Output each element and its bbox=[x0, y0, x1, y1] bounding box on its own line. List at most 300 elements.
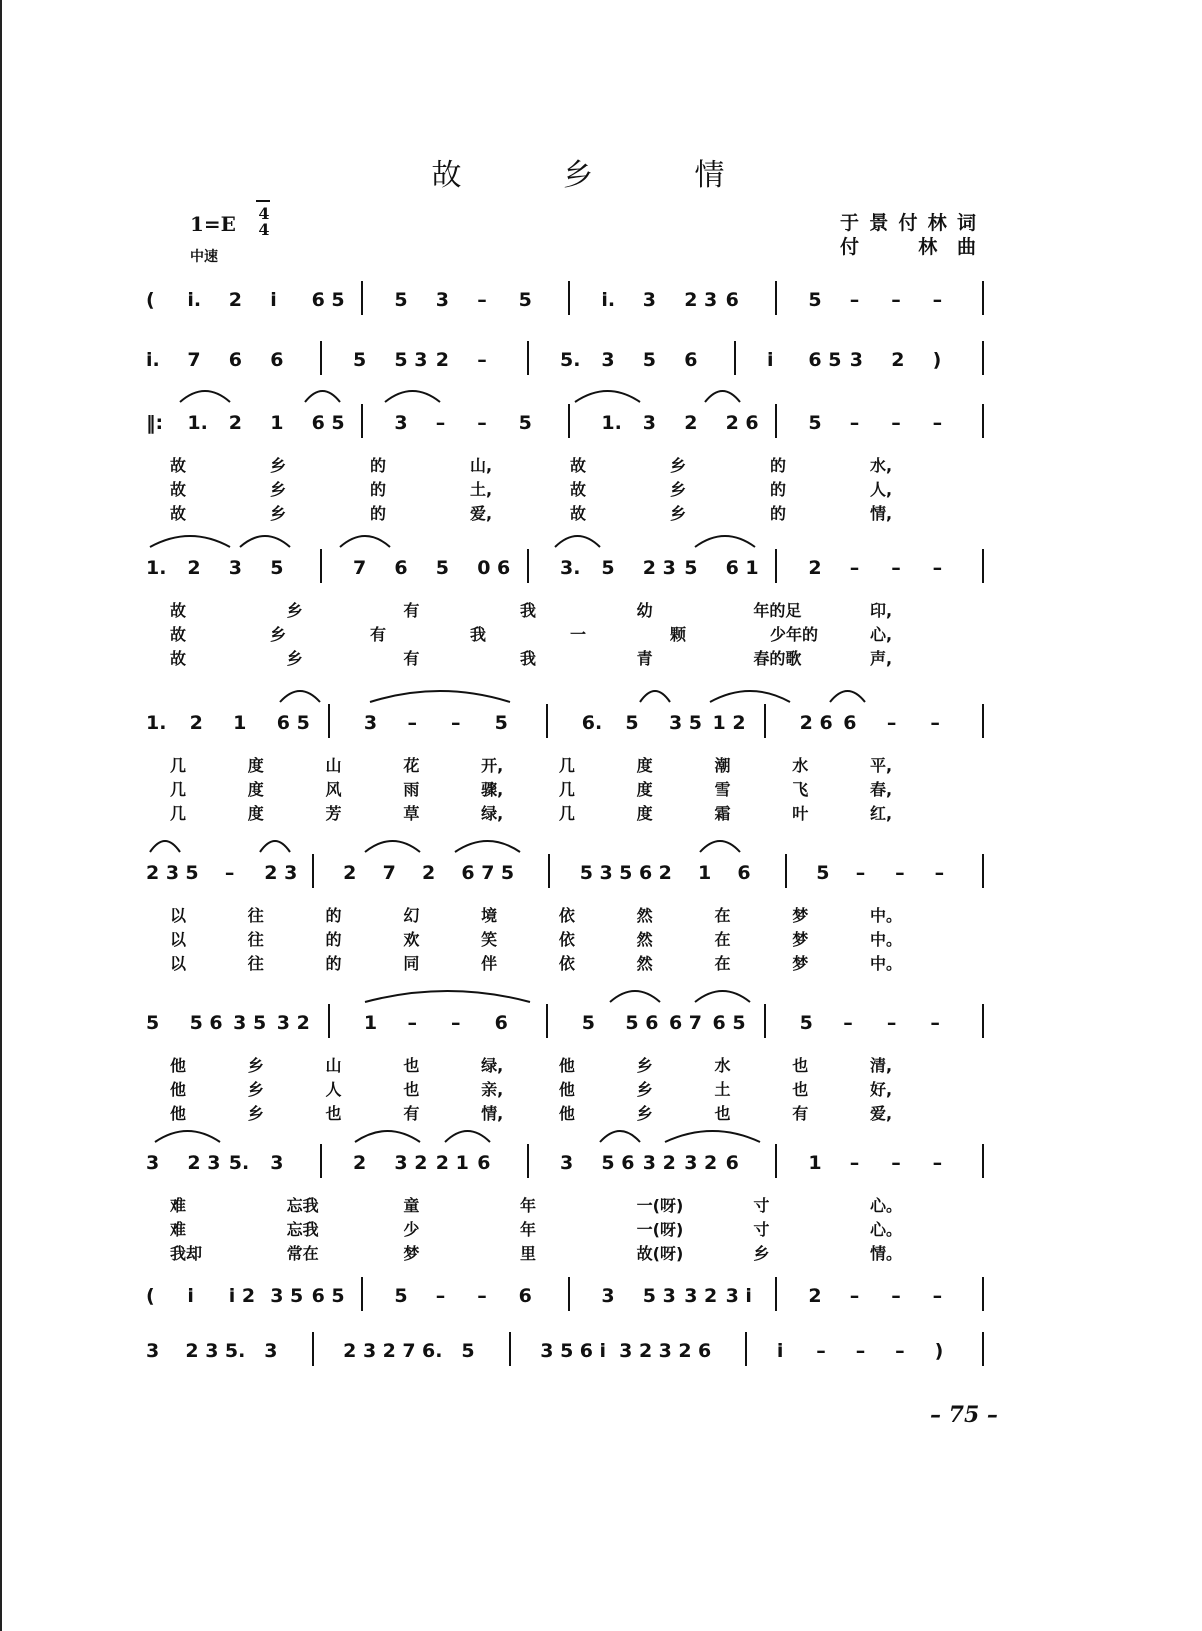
slur-arc bbox=[445, 1131, 490, 1142]
lyric-syllable: 平, bbox=[870, 756, 893, 775]
lyric-syllable: 乡 bbox=[286, 601, 303, 620]
note: 2 bbox=[891, 349, 905, 371]
note: – bbox=[932, 557, 943, 579]
lyric-line-3 bbox=[0, 952, 1202, 978]
lyric-line-3 bbox=[0, 1102, 1202, 1128]
lyric-syllable: 度 bbox=[636, 804, 653, 823]
lyric-syllable: 故 bbox=[170, 625, 187, 644]
note: 1. bbox=[601, 412, 622, 434]
lyric-syllable: 几 bbox=[170, 780, 187, 799]
lyric-syllable: 以 bbox=[170, 930, 187, 949]
lyric-syllable: 在 bbox=[714, 906, 731, 925]
lyric-syllable: 的 bbox=[325, 954, 342, 973]
lyric-syllable: 年 bbox=[520, 1220, 537, 1239]
lyric-syllable: 度 bbox=[247, 804, 264, 823]
note: i bbox=[767, 349, 774, 371]
lyric-syllable: 开, bbox=[481, 756, 504, 775]
note: 3 bbox=[642, 412, 657, 434]
lyric-line-1 bbox=[0, 904, 1202, 930]
lyric-syllable: 乡 bbox=[270, 456, 287, 475]
note: – bbox=[477, 289, 487, 311]
lyric-syllable: 也 bbox=[792, 1056, 809, 1075]
note: 5 bbox=[808, 412, 822, 434]
note: 2 3 bbox=[642, 557, 676, 579]
lyric-syllable: 颗 bbox=[670, 625, 687, 644]
note: 3 bbox=[146, 1152, 160, 1174]
bar-line bbox=[982, 1144, 984, 1178]
lyric-syllable: 清, bbox=[870, 1056, 893, 1075]
note: 5 bbox=[642, 349, 657, 371]
note: 6 5 bbox=[712, 1012, 746, 1034]
note: 6 5 bbox=[808, 349, 842, 371]
bar-line bbox=[509, 1332, 511, 1366]
lyric-syllable: 春的歌 bbox=[753, 649, 802, 668]
lyric-syllable: 的 bbox=[370, 504, 387, 523]
lyric-syllable: 声, bbox=[870, 649, 893, 668]
note: – bbox=[477, 1285, 487, 1307]
note: – bbox=[886, 1012, 897, 1034]
lyric-syllable: 乡 bbox=[670, 480, 687, 499]
note: 3 bbox=[849, 349, 864, 371]
note: 2 bbox=[189, 712, 203, 734]
note: – bbox=[435, 412, 446, 434]
note: 6 7 bbox=[668, 1012, 702, 1034]
lyric-syllable: 情。 bbox=[870, 1244, 903, 1263]
credit-char: 词 bbox=[956, 212, 976, 234]
lyric-syllable: 几 bbox=[170, 804, 187, 823]
note: – bbox=[891, 1152, 901, 1174]
note: 5 bbox=[394, 1285, 408, 1307]
lyric-syllable: 欢 bbox=[403, 930, 420, 949]
note: 6 bbox=[270, 349, 284, 371]
lyric-syllable: 也 bbox=[325, 1104, 342, 1123]
lyric-syllable: 芳 bbox=[325, 804, 342, 823]
lyric-syllable: 也 bbox=[403, 1056, 420, 1075]
lyric-syllable: 故 bbox=[170, 601, 187, 620]
slur-arc bbox=[695, 991, 750, 1002]
note: – bbox=[477, 349, 487, 371]
lyric-syllable: 故(呀) bbox=[636, 1244, 684, 1263]
lyric-line-2 bbox=[0, 778, 1202, 804]
note: 2 7 bbox=[382, 1340, 416, 1362]
lyric-syllable: 潮 bbox=[714, 756, 731, 775]
bar-line bbox=[527, 549, 529, 583]
lyric-syllable: 度 bbox=[247, 780, 264, 799]
slur-arc bbox=[150, 536, 230, 547]
lyric-syllable: 在 bbox=[714, 930, 731, 949]
note: 3 2 bbox=[276, 1012, 310, 1034]
note: 6 bbox=[228, 349, 243, 371]
credit-char: 曲 bbox=[956, 236, 976, 258]
note: – bbox=[407, 712, 417, 734]
note: 3 5 bbox=[668, 712, 702, 734]
bar-line bbox=[548, 854, 550, 888]
note: 5 bbox=[500, 862, 515, 884]
lyric-syllable: 故 bbox=[170, 456, 187, 475]
note: 2 bbox=[808, 1285, 822, 1307]
lyric-syllable: 一(呀) bbox=[636, 1220, 684, 1239]
lyric-syllable: 我 bbox=[520, 649, 537, 668]
note: – bbox=[849, 1285, 860, 1307]
lyric-syllable: 故 bbox=[570, 456, 587, 475]
note: 5 3 bbox=[394, 349, 428, 371]
bar-line bbox=[320, 549, 322, 583]
lyric-syllable: 山 bbox=[325, 756, 342, 775]
lyric-line-3 bbox=[0, 802, 1202, 828]
lyric-syllable: 心, bbox=[870, 625, 893, 644]
lyric-syllable: 心。 bbox=[870, 1196, 903, 1215]
lyric-syllable: 几 bbox=[558, 780, 575, 799]
note: 5 bbox=[270, 557, 284, 579]
note: 2 bbox=[343, 862, 357, 884]
note: 7 bbox=[187, 349, 201, 371]
lyric-syllable: 爱, bbox=[870, 1104, 893, 1123]
lyric-syllable: 依 bbox=[558, 906, 575, 925]
lyric-syllable: 然 bbox=[636, 930, 653, 949]
lyric-line-3 bbox=[0, 647, 1202, 673]
lyric-syllable: 幻 bbox=[403, 906, 420, 925]
note: – bbox=[934, 862, 945, 884]
lyric-syllable: 往 bbox=[247, 906, 264, 925]
lyric-syllable: 的 bbox=[325, 906, 342, 925]
credit-char: 付 bbox=[840, 236, 860, 258]
credit-char: 林 bbox=[927, 212, 947, 234]
note: i. bbox=[146, 349, 160, 371]
note: – bbox=[932, 1285, 943, 1307]
lyric-syllable: 幼 bbox=[636, 601, 653, 620]
lyric-syllable: 往 bbox=[247, 954, 264, 973]
note: – bbox=[849, 289, 860, 311]
note: 3 i bbox=[725, 1285, 752, 1307]
song-title: 故 乡 情 bbox=[431, 158, 771, 193]
lyric-syllable: 乡 bbox=[286, 649, 303, 668]
credit-char: 林 bbox=[918, 236, 938, 258]
note: 5 bbox=[808, 289, 822, 311]
lyric-syllable: 他 bbox=[170, 1104, 187, 1123]
note: 5 bbox=[353, 349, 367, 371]
lyric-syllable: 花 bbox=[403, 756, 420, 775]
slur-arc bbox=[610, 991, 660, 1002]
lyric-syllable: 以 bbox=[170, 906, 187, 925]
bar-line bbox=[320, 1144, 322, 1178]
note: – bbox=[224, 862, 235, 884]
lyric-syllable: 的 bbox=[770, 480, 787, 499]
page-number: – 75 – bbox=[930, 1402, 998, 1428]
lyric-syllable: 人, bbox=[870, 480, 893, 499]
bar-line bbox=[320, 341, 322, 375]
note: – bbox=[886, 712, 897, 734]
note: – bbox=[932, 289, 943, 311]
lyric-syllable: 也 bbox=[403, 1080, 420, 1099]
note: 5 bbox=[146, 1012, 160, 1034]
slur-arc bbox=[340, 536, 390, 547]
note: 5 bbox=[799, 1012, 813, 1034]
lyric-syllable: 好, bbox=[870, 1080, 893, 1099]
note: 3 5 bbox=[233, 1012, 267, 1034]
bar-line bbox=[328, 1004, 330, 1038]
lyric-syllable: 草 bbox=[403, 804, 420, 823]
slur-arc bbox=[640, 691, 670, 702]
lyric-syllable: 情, bbox=[481, 1104, 504, 1123]
lyric-syllable: 梦 bbox=[403, 1244, 420, 1263]
lyric-syllable: 雪 bbox=[714, 780, 731, 799]
note: 6 5 bbox=[311, 412, 345, 434]
note: 6 i bbox=[579, 1340, 607, 1362]
lyric-syllable: 水 bbox=[714, 1056, 731, 1075]
lyric-syllable: 伴 bbox=[481, 954, 498, 973]
lyric-syllable: 中。 bbox=[870, 930, 903, 949]
slur-arc bbox=[280, 691, 320, 702]
lyric-line-1 bbox=[0, 1054, 1202, 1080]
note: – bbox=[932, 1152, 943, 1174]
note: 2 bbox=[228, 289, 243, 311]
note: 3 bbox=[560, 1152, 574, 1174]
note: 1 2 bbox=[712, 712, 746, 734]
note: – bbox=[849, 557, 860, 579]
note: 2 bbox=[808, 557, 822, 579]
lyric-syllable: 叶 bbox=[792, 804, 809, 823]
note: 3 bbox=[270, 1152, 284, 1174]
bar-line bbox=[361, 1277, 363, 1311]
note: – bbox=[849, 1152, 860, 1174]
lyric-line-1 bbox=[0, 599, 1202, 625]
note: 5 6 bbox=[601, 1152, 635, 1174]
time-signature-bar bbox=[256, 200, 270, 202]
note: 6 bbox=[725, 1152, 739, 1174]
notation-row bbox=[0, 710, 1202, 756]
lyric-syllable: 故 bbox=[570, 504, 587, 523]
lyric-syllable: 梦 bbox=[792, 906, 809, 925]
note: 2 bbox=[658, 862, 672, 884]
lyric-syllable: 少 bbox=[403, 1220, 420, 1239]
lyric-syllable: 乡 bbox=[247, 1080, 264, 1099]
note: 5 bbox=[461, 1340, 475, 1362]
note: 6 bbox=[725, 289, 739, 311]
note: 2 bbox=[435, 349, 450, 371]
lyric-syllable: 童 bbox=[403, 1196, 420, 1215]
bar-line bbox=[775, 281, 777, 315]
note: 6 bbox=[737, 862, 751, 884]
lyric-line-2 bbox=[0, 1218, 1202, 1244]
note: 2 bbox=[422, 862, 436, 884]
lyric-syllable: 的 bbox=[370, 480, 387, 499]
note: 6 5 bbox=[311, 1285, 345, 1307]
lyric-syllable: 乡 bbox=[270, 625, 287, 644]
lyric-syllable: 风 bbox=[325, 780, 342, 799]
slur-arc bbox=[240, 536, 290, 547]
lyric-syllable: 难 bbox=[170, 1220, 187, 1239]
note: 6 bbox=[684, 349, 698, 371]
note: ( bbox=[146, 1285, 155, 1307]
lyric-syllable: 梦 bbox=[792, 954, 809, 973]
note: 5 bbox=[684, 557, 698, 579]
lyric-syllable: 我 bbox=[470, 625, 487, 644]
slur-arc bbox=[700, 841, 740, 852]
lyric-syllable: 土, bbox=[470, 480, 493, 499]
slur-arc bbox=[365, 841, 420, 852]
notation-row bbox=[0, 347, 1202, 393]
lyric-syllable: 心。 bbox=[870, 1220, 903, 1239]
note: 6. bbox=[422, 1340, 443, 1362]
bar-line bbox=[546, 704, 548, 738]
note: 5 bbox=[394, 289, 408, 311]
note: 1. bbox=[187, 412, 208, 434]
slur-arc bbox=[830, 691, 865, 702]
lyric-syllable: 爱, bbox=[470, 504, 493, 523]
lyric-syllable: 他 bbox=[558, 1056, 575, 1075]
note: 5 bbox=[816, 862, 830, 884]
note: 6 5 bbox=[276, 712, 310, 734]
credit-char: 景 bbox=[869, 212, 889, 234]
lyric-syllable: 水, bbox=[870, 456, 893, 475]
credit-char: 于 bbox=[840, 212, 860, 234]
bar-line bbox=[982, 1004, 984, 1038]
note: 2 bbox=[187, 557, 201, 579]
note: 3 bbox=[394, 412, 408, 434]
lyric-syllable: 往 bbox=[247, 930, 264, 949]
bar-line bbox=[312, 1332, 314, 1366]
lyric-syllable: 几 bbox=[558, 756, 575, 775]
notation-row bbox=[0, 555, 1202, 601]
note: 3 bbox=[601, 349, 615, 371]
lyric-syllable: 霜 bbox=[714, 804, 731, 823]
bar-line bbox=[982, 704, 984, 738]
lyric-syllable: 故 bbox=[170, 480, 187, 499]
note: 5 6 bbox=[619, 862, 653, 884]
note: i bbox=[270, 289, 277, 311]
time-signature bbox=[256, 206, 272, 238]
note: 3 2 bbox=[619, 1340, 653, 1362]
note: 6 bbox=[494, 1012, 508, 1034]
lyric-syllable: 也 bbox=[714, 1104, 731, 1123]
lyric-line-1 bbox=[0, 454, 1202, 480]
lyric-line-2 bbox=[0, 1078, 1202, 1104]
note: – bbox=[895, 862, 905, 884]
note: 2 3 bbox=[146, 862, 180, 884]
lyric-syllable: 乡 bbox=[247, 1104, 264, 1123]
lyric-syllable: 有 bbox=[370, 625, 387, 644]
note: 3 bbox=[264, 1340, 278, 1362]
lyric-syllable: 以 bbox=[170, 954, 187, 973]
note: 2 3 bbox=[264, 862, 298, 884]
note: 7 bbox=[382, 862, 396, 884]
note: 3 5 bbox=[540, 1340, 574, 1362]
note: – bbox=[451, 1012, 461, 1034]
note: 5 6 bbox=[189, 1012, 223, 1034]
note: i bbox=[187, 1285, 194, 1307]
note: 2 6 bbox=[799, 712, 833, 734]
lyric-syllable: 一(呀) bbox=[636, 1196, 684, 1215]
lyric-syllable: 乡 bbox=[753, 1244, 770, 1263]
note: – bbox=[930, 1012, 940, 1034]
notation-row bbox=[0, 1283, 1202, 1329]
note: – bbox=[451, 712, 461, 734]
note: 2 6 bbox=[725, 412, 759, 434]
slur-arc bbox=[260, 841, 290, 852]
lyric-syllable: 在 bbox=[714, 954, 731, 973]
lyric-syllable: 乡 bbox=[270, 480, 287, 499]
lyric-syllable: 依 bbox=[558, 930, 575, 949]
lyric-syllable: 他 bbox=[558, 1080, 575, 1099]
note: – bbox=[477, 412, 487, 434]
note: 6 5 bbox=[311, 289, 345, 311]
note: 3 5 bbox=[270, 1285, 304, 1307]
note: 5 6 bbox=[625, 1012, 659, 1034]
note: 2 1 bbox=[435, 1152, 469, 1174]
lyric-syllable: 乡 bbox=[247, 1056, 264, 1075]
lyric-syllable: 梦 bbox=[792, 930, 809, 949]
note: 3 bbox=[601, 1285, 615, 1307]
note: 6. bbox=[581, 712, 603, 734]
note: – bbox=[891, 557, 901, 579]
lyric-syllable: 年 bbox=[520, 1196, 537, 1215]
note: 3 2 bbox=[394, 1152, 428, 1174]
lyric-syllable: 我却 bbox=[170, 1244, 203, 1263]
note: 5 bbox=[518, 289, 532, 311]
lyric-line-2 bbox=[0, 928, 1202, 954]
note: 3 bbox=[228, 557, 243, 579]
lyric-syllable: 乡 bbox=[670, 504, 687, 523]
lyric-syllable: 依 bbox=[558, 954, 575, 973]
note: – bbox=[855, 1340, 866, 1362]
key-signature: 1=E bbox=[190, 212, 236, 236]
note: 5 bbox=[494, 712, 508, 734]
lyric-syllable: 山 bbox=[325, 1056, 342, 1075]
slur-arc bbox=[355, 1131, 420, 1142]
note: 2 3 bbox=[185, 1340, 219, 1362]
credit-char: 付 bbox=[898, 212, 918, 234]
note: – bbox=[932, 412, 943, 434]
lyric-syllable: 忘我 bbox=[286, 1196, 319, 1215]
bar-line bbox=[568, 281, 570, 315]
note: – bbox=[891, 1285, 901, 1307]
lyric-line-2 bbox=[0, 478, 1202, 504]
lyric-syllable: 乡 bbox=[670, 456, 687, 475]
lyric-syllable: 有 bbox=[403, 601, 420, 620]
note: 5 3 bbox=[642, 1285, 676, 1307]
note: 7 bbox=[353, 557, 367, 579]
time-signature-top: 4 bbox=[258, 204, 270, 223]
note: – bbox=[930, 712, 940, 734]
lyric-syllable: 水 bbox=[792, 756, 809, 775]
lyric-syllable: 绿, bbox=[481, 804, 504, 823]
lyric-syllable: 红, bbox=[870, 804, 893, 823]
note: 6 bbox=[518, 1285, 532, 1307]
bar-line bbox=[982, 549, 984, 583]
lyric-syllable: 雨 bbox=[403, 780, 420, 799]
note: 1 bbox=[270, 412, 284, 434]
lyric-syllable: 境 bbox=[481, 906, 498, 925]
lyric-syllable: 一 bbox=[570, 625, 587, 644]
note: 5 3 bbox=[579, 862, 613, 884]
composer-credit bbox=[840, 232, 976, 259]
bar-line bbox=[527, 341, 529, 375]
lyric-syllable: 常在 bbox=[286, 1244, 319, 1263]
note: ‖: bbox=[146, 412, 164, 434]
tempo-marking: 中速 bbox=[190, 249, 218, 265]
slur-arc bbox=[600, 1131, 640, 1142]
lyric-syllable: 土 bbox=[714, 1080, 731, 1099]
notation-row bbox=[0, 860, 1202, 906]
note: 2 bbox=[228, 412, 243, 434]
lyric-syllable: 几 bbox=[558, 804, 575, 823]
lyric-syllable: 几 bbox=[170, 756, 187, 775]
lyric-syllable: 中。 bbox=[870, 906, 903, 925]
slur-arc bbox=[710, 691, 790, 702]
slur-arc bbox=[555, 536, 600, 547]
slur-arc bbox=[455, 841, 520, 852]
lyric-syllable: 忘我 bbox=[286, 1220, 319, 1239]
